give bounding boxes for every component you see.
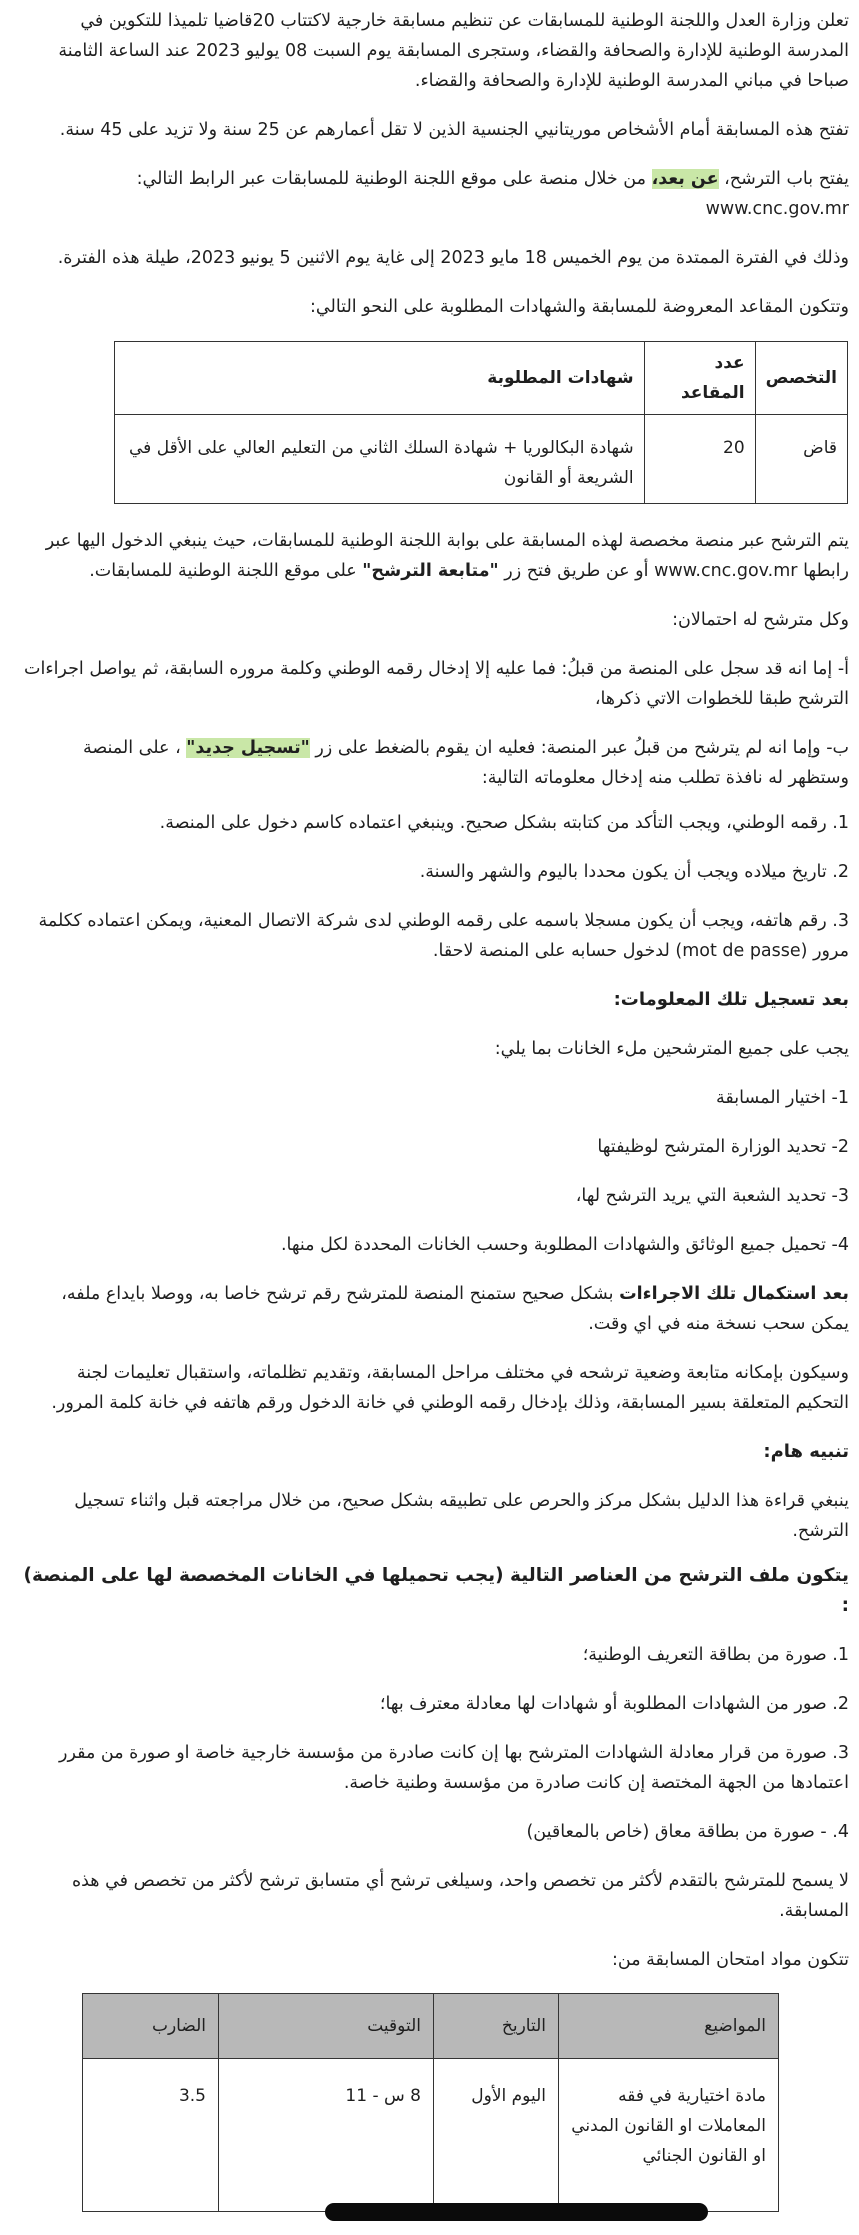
cell-seats: 20 — [644, 415, 755, 504]
table-row — [115, 415, 848, 504]
tracking-paragraph: وسيكون بإمكانه متابعة وضعية ترشحه في مختلف مراحل المسابقة، وتقديم تظلماته، واستقبال تعليمات لجنة التحكيم المتعلقة بسير المسابقة، وذلك بإدخال رقمه الوطني في خانة الدخول ورقم هاتفه في خانة كلمة المرور. — [51, 1363, 849, 1413]
notice-text: ينبغي قراءة هذا الدليل بشكل مركز والحرص على تطبيقه بشكل صحيح، من خلال مراجعته قبل واثناء تسجيل الترشح. — [74, 1491, 849, 1541]
file-item-id-card: 1. صورة من بطاقة التعريف الوطنية؛ — [582, 1645, 849, 1665]
application-paragraph — [22, 164, 849, 224]
file-item-certificates: 2. صور من الشهادات المطلوبة أو شهادات لها معادلة معترف بها؛ — [379, 1694, 849, 1714]
cell-specialty: قاض — [755, 415, 847, 504]
seats-header-row — [115, 342, 848, 415]
new-registration-highlight: "تسجيل جديد" — [186, 738, 310, 758]
case-registered: أ- إما انه قد سجل على المنصة من قبلُ: فما عليه إلا إدخال رقمه الوطني وكلمة مروره السابقة، ثم يواصل اجراءات الترشح طبقا للخطوات الاتي ذكرها، — [24, 659, 849, 709]
exam-header-row — [83, 1994, 779, 2059]
file-item-disability-card: 4. - صورة من بطاقة معاق (خاص بالمعاقين) — [526, 1822, 849, 1842]
platform-text-b: أو عن طريق فتح زر — [504, 561, 649, 581]
fields-intro: يجب على جميع المترشحين ملء الخانات بما يلي: — [494, 1039, 849, 1059]
header-seats: عدد المقاعد — [644, 342, 755, 415]
info-item-national-id: 1. رقمه الوطني، ويجب التأكد من كتابته بشكل صحيح. وينبغي اعتماده كاسم دخول على المنصة. — [159, 813, 849, 833]
file-item-equivalence: 3. صورة من قرار معادلة الشهادات المترشح بها إن كانت صادرة من مؤسسة خارجية خاصة او صورة من مقرر اعتمادها من الجهة المختصة إن كانت صادرة من مؤسسة وطنية خاصة. — [59, 1743, 849, 1793]
exam-table — [82, 1993, 779, 2212]
info-phone-text-a: 3. رقم هاتفه، ويجب أن يكون مسجلا باسمه على رقمه الوطني لدى شركة الاتصال المعنية، ويمكن اعتماده ككلمة مرور — [38, 911, 849, 961]
header-date: التاريخ — [434, 1994, 559, 2059]
two-cases-paragraph: وكل مترشح له احتمالان: — [672, 610, 849, 630]
completion-paragraph — [22, 1279, 849, 1339]
website-link[interactable]: www.cnc.gov.mr — [705, 199, 849, 219]
platform-text-a: يتم الترشح عبر منصة مخصصة لهذه المسابقة على بوابة اللجنة الوطنية للمسابقات، حيث ينبغي الدخول اليها عبر رابطها — [45, 531, 849, 581]
header-time: التوقيت — [219, 1994, 434, 2059]
after-registration-heading: بعد تسجيل تلك المعلومات: — [613, 989, 849, 1010]
home-indicator[interactable] — [325, 2203, 708, 2221]
file-heading: يتكون ملف الترشح من العناصر التالية (يجب تحميلها في الخانات المخصصة لها على المنصة) : — [23, 1565, 849, 1616]
cell-date: اليوم الأول — [434, 2059, 559, 2212]
cell-time: 8 س - 11 — [219, 2059, 434, 2212]
remote-highlight: عن بعد، — [651, 169, 719, 189]
step-4: 4- تحميل جميع الوثائق والشهادات المطلوبة وحسب الخانات المحددة لكل منها. — [280, 1235, 849, 1255]
case-new-text-b: ، على المنصة وستظهر له نافذة تطلب منه إدخال معلوماته التالية: — [82, 738, 849, 788]
info-item-birthdate: 2. تاريخ ميلاده ويجب أن يكون محددا باليوم والشهر والسنة. — [419, 862, 849, 882]
platform-text-c: على موقع اللجنة الوطنية للمسابقات. — [89, 561, 357, 581]
header-specialty: التخصص — [755, 342, 847, 415]
cell-subject: مادة اختيارية في فقه المعاملات او القانون المدني او القانون الجنائي — [559, 2059, 779, 2212]
notice-heading: تنبيه هام: — [763, 1441, 849, 1462]
header-coefficient: الضارب — [83, 1994, 219, 2059]
case-new-text-a: ب- وإما انه لم يترشح من قبلُ عبر المنصة: فعليه ان يقوم بالضغط على زر — [315, 738, 849, 758]
info-phone-text-b: لدخول حسابه على المنصة لاحقا. — [432, 941, 670, 961]
age-paragraph: تفتح هذه المسابقة أمام الأشخاص موريتانيي الجنسية الذين لا تقل أعمارهم عن 25 سنة ولا تزيد على 45 سنة. — [59, 120, 849, 140]
application-text-b: من خلال منصة على موقع اللجنة الوطنية للمسابقات عبر الرابط التالي: — [136, 169, 646, 189]
intro-paragraph: تعلن وزارة العدل واللجنة الوطنية للمسابقات عن تنظيم مسابقة خارجية لاكتتاب 20قاضيا تلميذا للتكوين في المدرسة الوطنية للإدارة والصحافة والقضاء، وستجرى المسابقة يوم السبت 08 يوليو 2023 عند الساعة الثامنة صباحا في مباني المدرسة الوطنية للإدارة والصحافة والقضاء. — [58, 11, 849, 91]
seats-intro: وتتكون المقاعد المعروضة للمسابقة والشهادات المطلوبة على النحو التالي: — [310, 297, 849, 317]
header-subjects: المواضيع — [559, 1994, 779, 2059]
seats-table — [114, 341, 848, 504]
platform-link[interactable]: www.cnc.gov.mr — [654, 561, 798, 581]
info-item-phone — [22, 906, 849, 966]
step-2: 2- تحديد الوزارة المترشح لوظيفتها — [597, 1137, 849, 1157]
document-page — [22, 6, 849, 2212]
completion-bold: بعد استكمال تلك الاجراءات — [619, 1284, 849, 1304]
step-3: 3- تحديد الشعبة التي يريد الترشح لها، — [575, 1186, 849, 1206]
follow-button-name: "متابعة الترشح" — [362, 561, 499, 581]
single-specialty-rule: لا يسمح للمترشح بالتقدم لأكثر من تخصص واحد، وسيلغى ترشح أي متسابق ترشح لأكثر من تخصص في هذه المسابقة. — [71, 1871, 849, 1921]
period-paragraph: وذلك في الفترة الممتدة من يوم الخميس 18 مايو 2023 إلى غاية يوم الاثنين 5 يونيو 2023، طيلة هذه الفترة. — [57, 248, 849, 268]
subjects-intro: تتكون مواد امتحان المسابقة من: — [612, 1950, 849, 1970]
cell-coefficient: 3.5 — [83, 2059, 219, 2212]
step-1: 1- اختيار المسابقة — [716, 1088, 849, 1108]
cell-certificates: شهادة البكالوريا + شهادة السلك الثاني من التعليم العالي على الأقل في الشريعة أو القانون — [115, 415, 645, 504]
header-certificates: شهادات المطلوبة — [115, 342, 645, 415]
table-row — [83, 2059, 779, 2212]
application-text-a: يفتح باب الترشح، — [724, 169, 849, 189]
platform-paragraph — [22, 526, 849, 586]
info-phone-ltr: (mot de passe) — [675, 941, 808, 961]
completion-rest: بشكل صحيح ستمنح المنصة للمترشح رقم ترشح خاصا به، ووصلا بايداع ملفه، يمكن سحب نسخة منه في اي وقت. — [61, 1284, 849, 1334]
case-new — [22, 733, 849, 793]
